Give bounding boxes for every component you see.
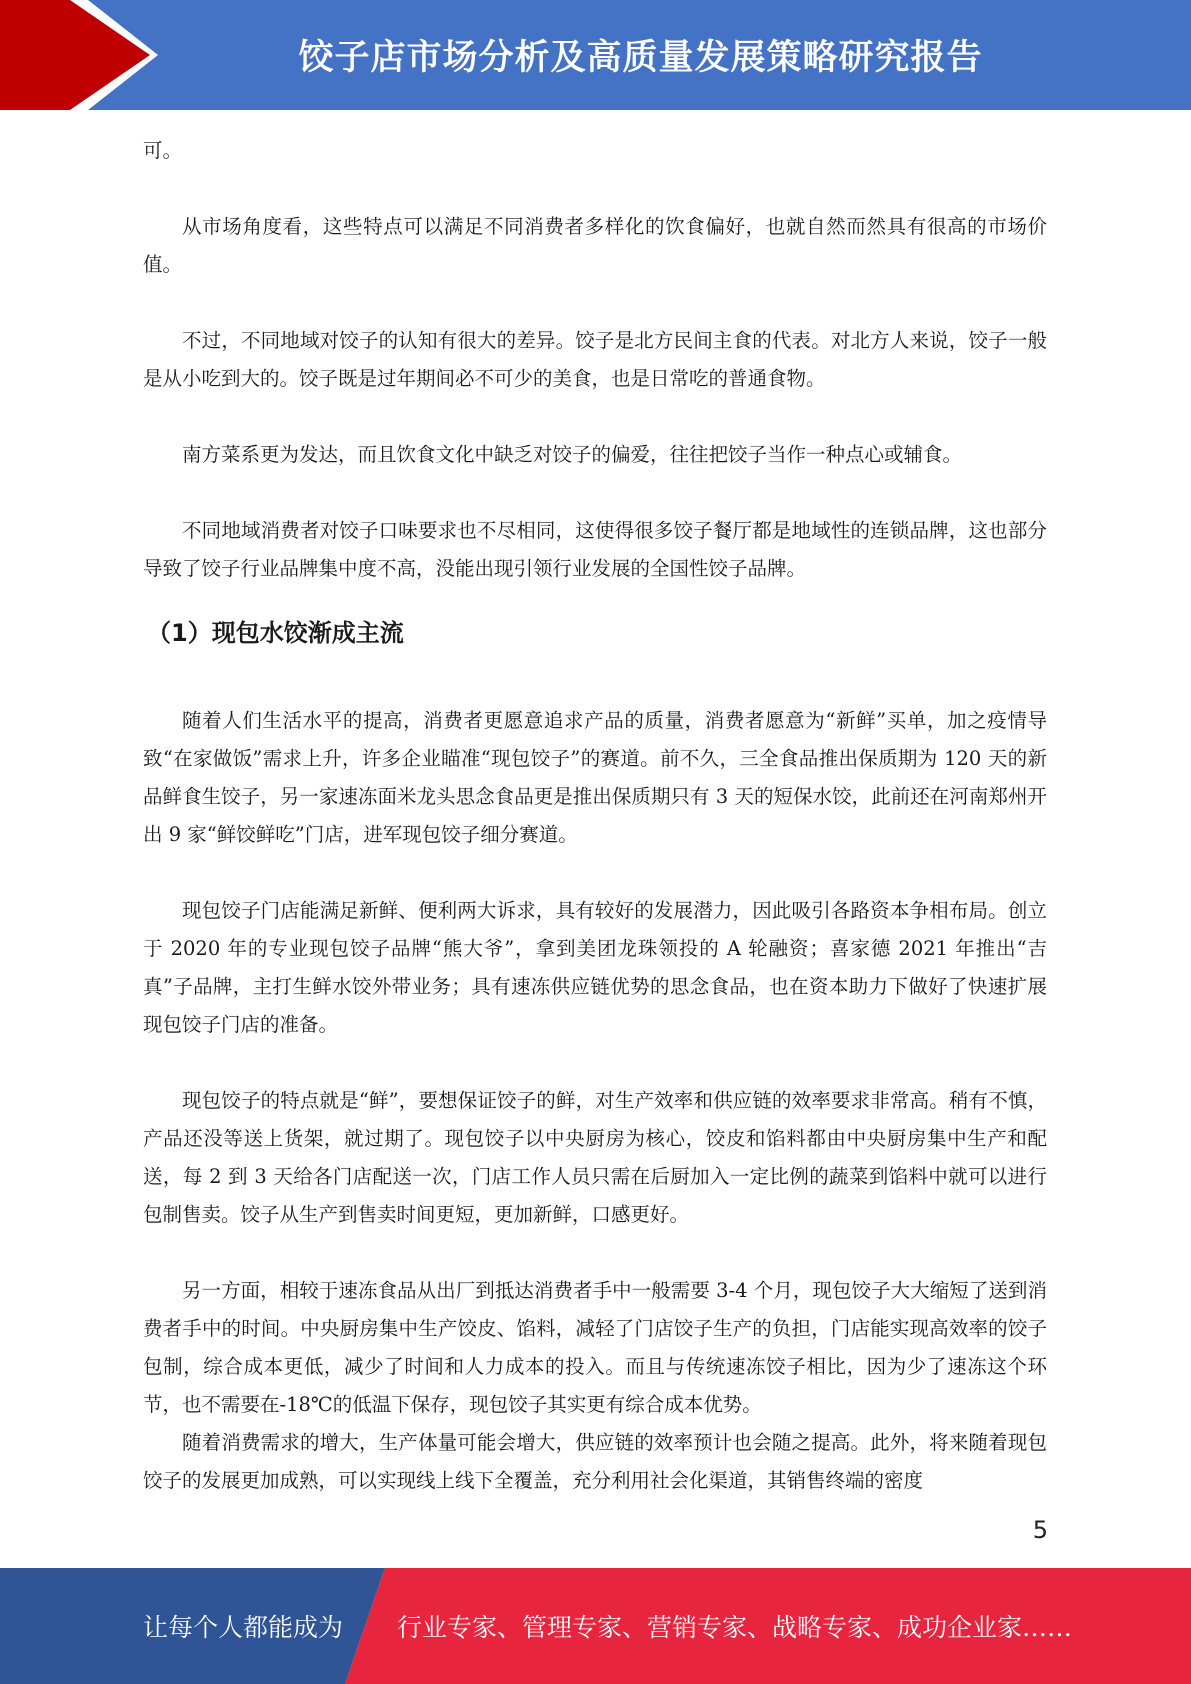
paragraph: 现包饺子的特点就是“鲜”，要想保证饺子的鲜，对生产效率和供应链的效率要求非常高。稍有不慎，产品还没等送上货架，就过期了。现包饺子以中央厨房为核心，饺皮和馅料都由中央厨房集中生产和配送，每 2 到 3 天给各门店配送一次，门店工作人员只需在后厨加入一定比例的蔬菜到馅料中就可以进行包制售卖。饺子从生产到售卖时间更短，更加新鲜，口感更好。: [143, 1089, 1047, 1226]
section-heading: （1）现包水饺渐成主流: [147, 619, 404, 647]
page-header: [0, 0, 1191, 110]
report-title: 饺子店市场分析及高质量发展策略研究报告: [298, 38, 983, 78]
header-chevron-decoration: [0, 0, 160, 110]
paragraph: 从市场角度看，这些特点可以满足不同消费者多样化的饮食偏好，也就自然而然具有很高的市场价值。: [143, 215, 1047, 276]
page-number: 5: [1032, 1516, 1048, 1544]
paragraph: 随着消费需求的增大，生产体量可能会增大，供应链的效率预计也会随之提高。此外，将来随着现包饺子的发展更加成熟，可以实现线上线下全覆盖，充分利用社会化渠道，其销售终端的密度: [143, 1431, 1047, 1492]
paragraph: 可。: [143, 139, 183, 162]
paragraph: 不过，不同地域对饺子的认知有很大的差异。饺子是北方民间主食的代表。对北方人来说，饺子一般是从小吃到大的。饺子既是过年期间必不可少的美食，也是日常吃的普通食物。: [143, 329, 1047, 390]
paragraph: 不同地域消费者对饺子口味要求也不尽相同，这使得很多饺子餐厅都是地域性的连锁品牌，这也部分导致了饺子行业品牌集中度不高，没能出现引领行业发展的全国性饺子品牌。: [143, 519, 1047, 580]
paragraph: 另一方面，相较于速冻食品从出厂到抵达消费者手中一般需要 3-4 个月，现包饺子大大缩短了送到消费者手中的时间。中央厨房集中生产饺皮、馅料，减轻了门店饺子生产的负担，门店能实现高效率的饺子包制，综合成本更低，减少了时间和人力成本的投入。而且与传统速冻饺子相比，因为少了速冻这个环节，也不需要在-18℃的低温下保存，现包饺子其实更有综合成本优势。: [143, 1279, 1047, 1416]
page-footer: [0, 1568, 1191, 1684]
paragraph: 随着人们生活水平的提高，消费者更愿意追求产品的质量，消费者愿意为“新鲜”买单，加之疫情导致“在家做饭”需求上升，许多企业瞄准“现包饺子”的赛道。前不久，三全食品推出保质期为 120 天的新品鲜食生饺子，另一家速冻面米龙头思念食品更是推出保质期只有 3 天的短保水饺，此前还在河南郑州开出 9 家“鲜饺鲜吃”门店，进军现包饺子细分赛道。: [143, 709, 1047, 846]
paragraph: 现包饺子门店能满足新鲜、便利两大诉求，具有较好的发展潜力，因此吸引各路资本争相布局。创立于 2020 年的专业现包饺子品牌“熊大爷”，拿到美团龙珠领投的 A 轮融资；喜家德 2021 年推出“吉真”子品牌，主打生鲜水饺外带业务；具有速冻供应链优势的思念食品，也在资本助力下做好了快速扩展现包饺子门店的准备。: [143, 899, 1047, 1036]
document-body: [143, 132, 1047, 1500]
footer-slogan-left: 让每个人都能成为: [143, 1613, 344, 1642]
paragraph: 南方菜系更为发达，而且饮食文化中缺乏对饺子的偏爱，往往把饺子当作一种点心或辅食。: [182, 443, 963, 466]
footer-slogan-right: 行业专家、管理专家、营销专家、战略专家、成功企业家……: [397, 1613, 1073, 1642]
